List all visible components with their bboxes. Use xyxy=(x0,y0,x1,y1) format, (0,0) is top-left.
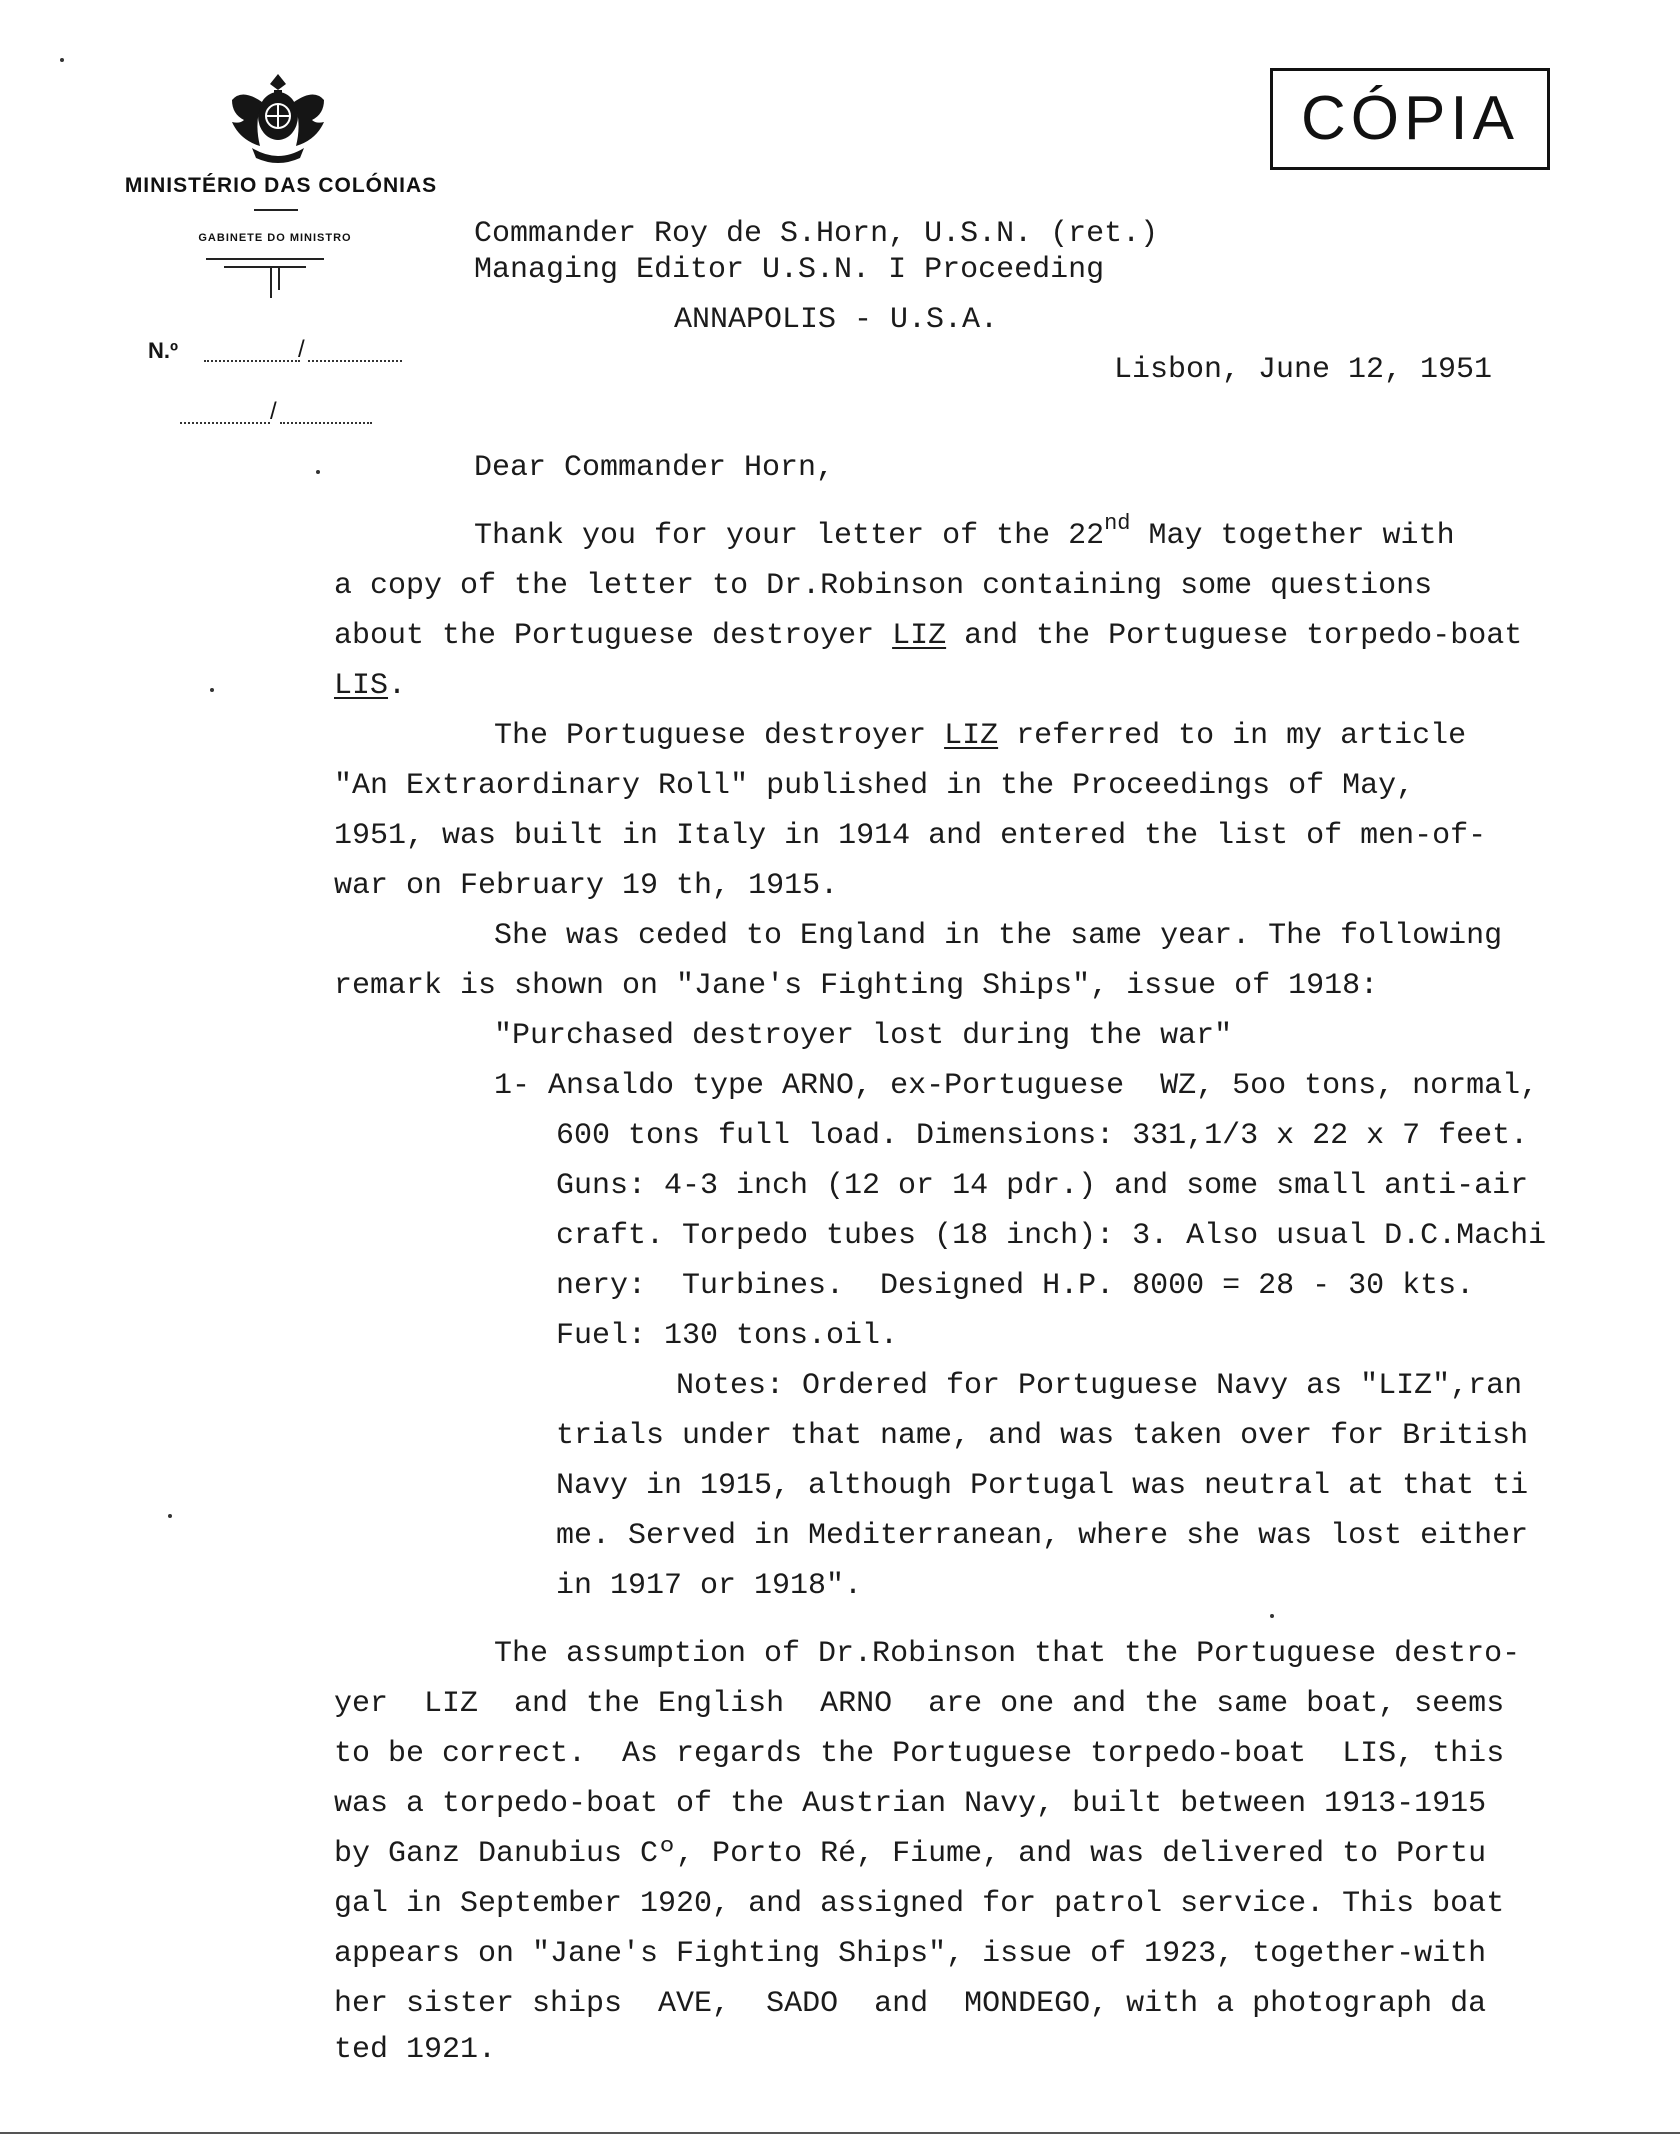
body-line xyxy=(494,718,1466,754)
text: The Portuguese destroyer xyxy=(494,719,945,753)
body-line: war on February 19 th, 1915. xyxy=(334,869,839,903)
address-line: Commander Roy de S.Horn, U.S.N. (ret.) xyxy=(474,217,1159,251)
address-line: Managing Editor U.S.N. I Proceeding xyxy=(474,253,1105,287)
divider xyxy=(206,258,324,260)
quote-line: "Purchased destroyer lost during the war" xyxy=(494,1019,1233,1053)
page-bottom-edge xyxy=(0,2132,1680,2134)
text: and the Portuguese torpedo-boat xyxy=(946,619,1523,653)
crest-emblem xyxy=(222,70,334,170)
divider xyxy=(224,266,306,268)
body-line: 1951, was built in Italy in 1914 and entered the list of men-of- xyxy=(334,819,1487,853)
superscript: nd xyxy=(1104,511,1131,536)
copy-stamp: CÓPIA xyxy=(1270,68,1550,170)
divider xyxy=(254,209,298,211)
body-line: gal in September 1920, and assigned for patrol service. This boat xyxy=(334,1887,1505,1921)
scan-speck xyxy=(168,1514,172,1518)
body-line xyxy=(474,511,1455,554)
body-line: to be correct. As regards the Portuguese torpedo-boat LIS, this xyxy=(334,1737,1505,1771)
body-line: The assumption of Dr.Robinson that the Portuguese destro- xyxy=(494,1637,1521,1671)
scan-speck xyxy=(316,470,320,474)
address-line: ANNAPOLIS - U.S.A. xyxy=(674,303,999,337)
body-line: remark is shown on "Jane's Fighting Ships", issue of 1918: xyxy=(334,969,1379,1003)
quote-line: craft. Torpedo tubes (18 inch): 3. Also usual D.C.Machi xyxy=(556,1219,1547,1253)
body-line: a copy of the letter to Dr.Robinson containing some questions xyxy=(334,569,1433,603)
text: Thank you for your letter of the 22 xyxy=(474,519,1105,553)
slash: / xyxy=(298,336,305,363)
quote-line: Notes: Ordered for Portuguese Navy as "LIZ",ran xyxy=(676,1369,1523,1403)
ship-name: LIS xyxy=(334,669,389,703)
body-line xyxy=(334,618,1522,654)
quote-line: trials under that name, and was taken over for British xyxy=(556,1419,1529,1453)
quote-line: 1- Ansaldo type ARNO, ex-Portuguese WZ, 5oo tons, normal, xyxy=(494,1069,1539,1103)
quote-line: in 1917 or 1918". xyxy=(556,1569,863,1603)
reference-field xyxy=(204,360,300,362)
scan-speck xyxy=(1270,1614,1274,1618)
quote-line: 600 tons full load. Dimensions: 331,1/3 x 22 x 7 feet. xyxy=(556,1119,1529,1153)
text: about the Portuguese destroyer xyxy=(334,619,893,653)
salutation: Dear Commander Horn, xyxy=(474,451,835,485)
text: May together with xyxy=(1130,519,1455,553)
scan-speck xyxy=(60,58,64,62)
body-line: her sister ships AVE, SADO and MONDEGO, with a photograph da xyxy=(334,1987,1487,2021)
ministry-name: MINISTÉRIO DAS COLÓNIAS xyxy=(124,174,438,197)
text: referred to in my article xyxy=(998,719,1467,753)
quote-line: me. Served in Mediterranean, where she was lost either xyxy=(556,1519,1529,1553)
letter-date: Lisbon, June 12, 1951 xyxy=(1114,353,1493,387)
body-line xyxy=(334,668,406,704)
ship-name: LIZ xyxy=(892,619,947,653)
reference-field xyxy=(280,422,372,424)
body-line: She was ceded to England in the same year. The following xyxy=(494,919,1503,953)
quote-line: Guns: 4-3 inch (12 or 14 pdr.) and some small anti-air xyxy=(556,1169,1529,1203)
scan-speck xyxy=(210,688,214,692)
reference-field xyxy=(308,360,402,362)
body-line: was a torpedo-boat of the Austrian Navy, built between 1913-1915 xyxy=(334,1787,1487,1821)
quote-line: Fuel: 130 tons.oil. xyxy=(556,1319,899,1353)
body-line: yer LIZ and the English ARNO are one and the same boat, seems xyxy=(334,1687,1505,1721)
body-line: by Ganz Danubius Cº, Porto Ré, Fiume, and was delivered to Portu xyxy=(334,1837,1487,1871)
divider xyxy=(278,268,280,290)
body-line: "An Extraordinary Roll" published in the Proceedings of May, xyxy=(334,769,1415,803)
divider xyxy=(270,268,272,298)
reference-field xyxy=(180,422,270,424)
reference-number-label: N.º xyxy=(148,338,179,363)
quote-line: Navy in 1915, although Portugal was neutral at that ti xyxy=(556,1469,1529,1503)
slash: / xyxy=(270,398,277,425)
text: . xyxy=(388,669,407,703)
body-line: appears on "Jane's Fighting Ships", issue of 1923, together-with xyxy=(334,1937,1487,1971)
cabinet-name: GABINETE DO MINISTRO xyxy=(198,232,352,244)
quote-line: nery: Turbines. Designed H.P. 8000 = 28 - 30 kts. xyxy=(556,1269,1475,1303)
ship-name: LIZ xyxy=(944,719,999,753)
body-line: ted 1921. xyxy=(334,2033,497,2067)
